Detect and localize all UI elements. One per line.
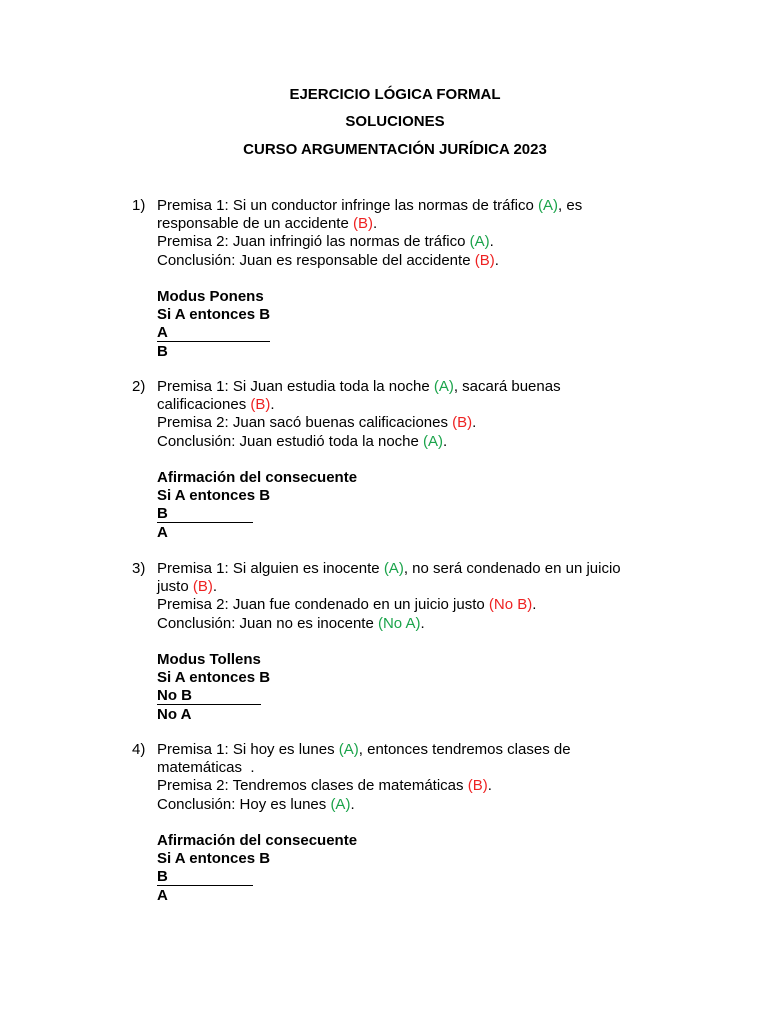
premise-1-continued: calificaciones (B). [157,396,275,414]
tag-a: (A) [383,560,404,577]
form-rule: Si A entonces B [157,850,271,868]
tag-b: (B) [467,777,488,795]
tag-a: (A) [423,432,444,450]
form-minor: A [157,324,642,342]
form-minor: B [157,505,642,523]
premise-2: Premisa 2: Juan infringió las normas de tráfico (A). [157,233,494,251]
form-rule: Si A entonces B [157,669,271,687]
premise-2: Premisa 2: Tendremos clases de matemáticas (B). [157,777,492,795]
premise-1-continued: justo (B). [157,578,218,596]
exercise-4 [132,741,642,905]
exercise-1 [132,197,642,361]
tag-a: (A) [330,795,351,813]
form-minor: B [157,868,642,886]
tag-a: (A) [538,197,559,214]
form-result: B [157,342,168,360]
form-result: A [157,523,168,541]
tag-b: (B) [452,414,473,432]
form-rule: Si A entonces B [157,487,271,505]
exercise-number: 1) [132,197,146,214]
premise-2: Premisa 2: Juan fue condenado en un juicio justo (No B). [157,596,537,614]
tag-b: (B) [192,578,213,596]
form-name: Afirmación del consecuente [157,469,358,486]
form-result: A [157,886,168,904]
conclusion: Conclusión: Juan no es inocente (No A). [157,614,425,632]
document-subtitle: SOLUCIONES [345,113,445,130]
premise-1-continued: matemáticas . [157,759,255,777]
tag-not-a: (No A) [377,614,421,632]
document-title: EJERCICIO LÓGICA FORMAL [289,86,501,103]
tag-a: (A) [469,233,490,251]
tag-b: (B) [250,396,271,414]
exercise-number: 2) [132,378,146,395]
exercise-number: 4) [132,741,146,758]
conclusion: Conclusión: Juan estudió toda la noche (A). [157,432,448,450]
tag-b: (B) [352,215,373,233]
tag-a: (A) [433,378,454,395]
form-result: No A [157,705,192,723]
form-minor: No B [157,687,642,705]
form-name: Modus Ponens [157,288,264,305]
premise-2: Premisa 2: Juan sacó buenas calificaciones (B). [157,414,477,432]
premise-1: Premisa 1: Si hoy es lunes (A), entonces tendremos clases de [157,741,571,758]
form-name: Modus Tollens [157,651,261,668]
exercise-3 [132,560,642,724]
tag-a: (A) [338,741,359,758]
tag-b: (B) [474,251,495,269]
conclusion: Conclusión: Hoy es lunes (A). [157,795,355,813]
exercise-2 [132,378,642,542]
tag-not-b: (No B) [488,596,533,614]
premise-1: Premisa 1: Si alguien es inocente (A), no será condenado en un juicio [157,560,621,577]
premise-1: Premisa 1: Si Juan estudia toda la noche (A), sacará buenas [157,378,561,395]
premise-1-continued: responsable de un accidente (B). [157,215,378,233]
conclusion: Conclusión: Juan es responsable del accidente (B). [157,251,499,269]
form-rule: Si A entonces B [157,306,271,324]
form-name: Afirmación del consecuente [157,832,358,849]
premise-1: Premisa 1: Si un conductor infringe las normas de tráfico (A), es [157,197,583,214]
course-title: CURSO ARGUMENTACIÓN JURÍDICA 2023 [243,141,547,158]
exercise-number: 3) [132,560,146,577]
